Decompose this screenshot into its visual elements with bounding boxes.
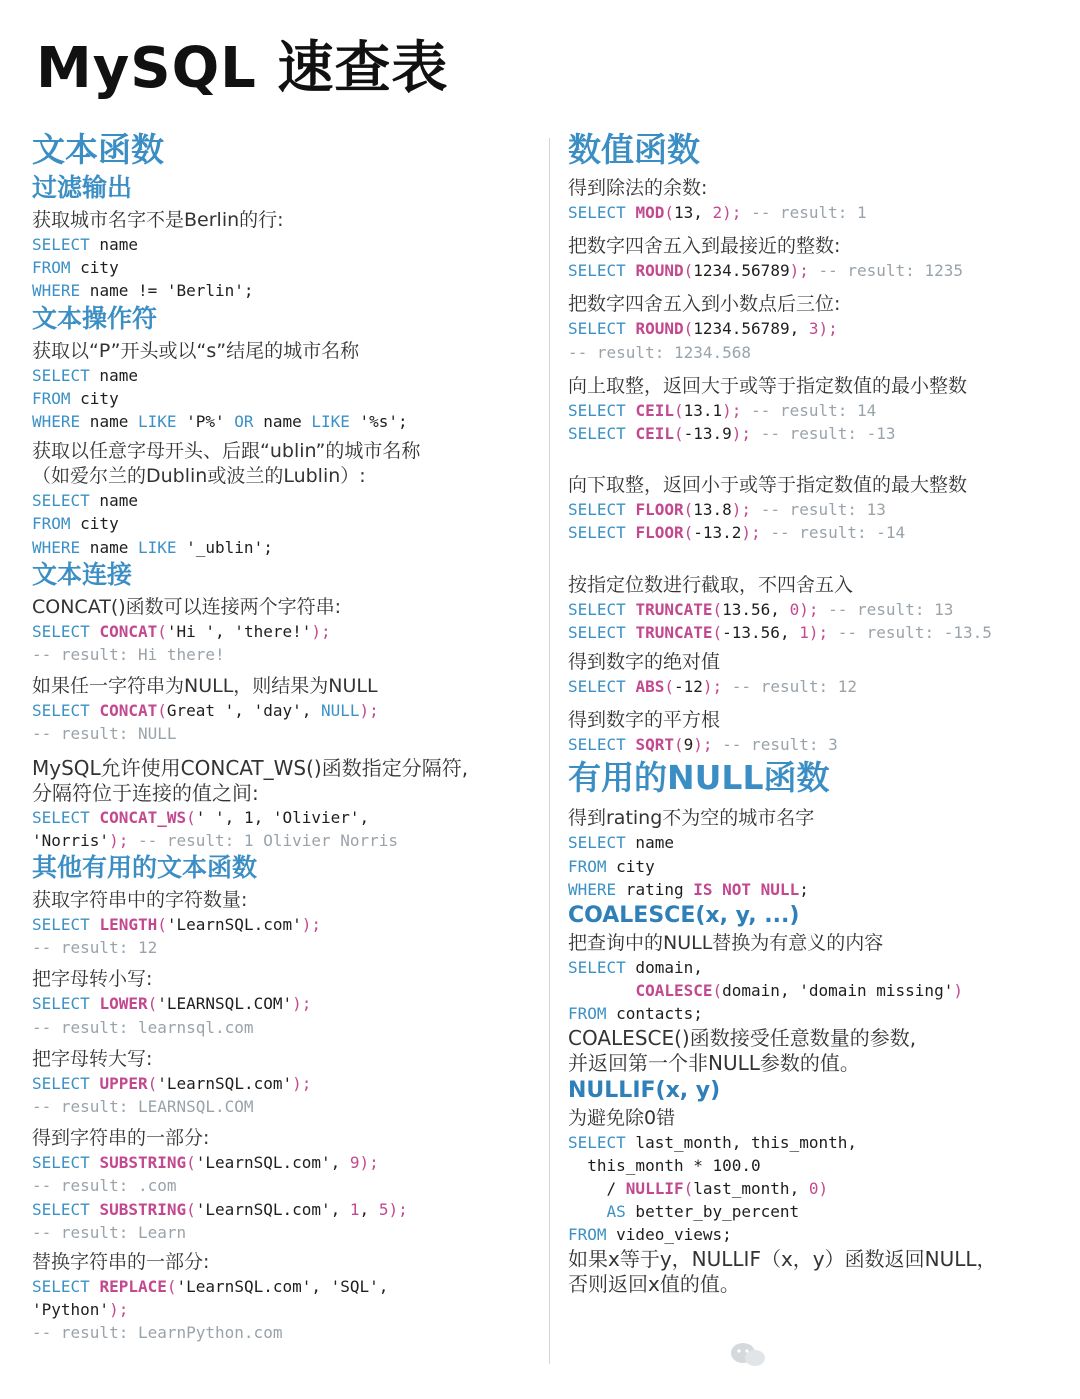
desc-coalesce: 把查询中的NULL替换为有意义的内容 — [568, 932, 884, 955]
desc-sqrt: 得到数字的平方根 — [568, 709, 721, 732]
code-replace: SELECT REPLACE('LearnSQL.com', 'SQL', 'Python'); -- result: LearnPython.com — [32, 1277, 389, 1343]
code-operators-2: SELECT name FROM city WHERE name LIKE '_ublin'; — [32, 491, 273, 557]
code-ceil: SELECT CEIL(13.1); -- result: 14 SELECT CEIL(-13.9); -- result: -13 — [568, 400, 896, 444]
code-round-int: SELECT ROUND(1234.56789); -- result: 1235 — [568, 261, 963, 281]
code-upper: SELECT UPPER('LearnSQL.com'); -- result: LEARNSQL.COM — [32, 1073, 312, 1117]
code-abs: SELECT ABS(-12); -- result: 12 — [568, 677, 858, 697]
desc-lower: 把字母转小写: — [32, 968, 153, 991]
desc-mod: 得到除法的余数: — [568, 177, 708, 199]
desc-concat-2: 如果任一字符串为NULL，则结果为NULL — [32, 675, 378, 698]
desc-coalesce-3: 并返回第一个非NULL参数的值。 — [568, 1050, 860, 1075]
desc-operators-1: 获取以“P”开头或以“s”结尾的城市名称 — [32, 339, 360, 362]
code-filter: SELECT name FROM city WHERE name != 'Berlin'; — [32, 235, 254, 301]
desc-abs: 得到数字的绝对值 — [568, 651, 721, 674]
desc-upper: 把字母转大写: — [32, 1047, 153, 1070]
code-nullif: SELECT last_month, this_month, this_month * 100.0 / NULLIF(last_month, 0) AS better_by_percent FROM video_views; — [568, 1132, 857, 1245]
desc-nullif: 为避免除0错 — [568, 1106, 676, 1129]
heading-operators: 文本操作符 — [32, 303, 158, 333]
desc-operators-2: 获取以任意字母开头、后跟“ublin”的城市名称 — [32, 440, 421, 463]
code-concat-3: SELECT CONCAT_WS(' ', 1, 'Olivier', 'Norris'); -- result: 1 Olivier Norris — [32, 807, 399, 850]
desc-ceil: 向上取整，返回大于或等于指定数值的最小整数 — [568, 374, 968, 397]
desc-concat-1: CONCAT()函数可以连接两个字符串: — [32, 595, 342, 618]
desc-round-3: 把数字四舍五入到小数点后三位: — [568, 293, 841, 316]
desc-truncate: 按指定位数进行截取，不四舍五入 — [568, 573, 854, 596]
heading-filter: 过滤输出 — [32, 173, 133, 202]
section-text-functions: 文本函数 — [32, 130, 164, 169]
desc-coalesce-2: COALESCE()函数接受任意数量的参数, — [568, 1025, 917, 1050]
code-floor: SELECT FLOOR(13.8); -- result: 13 SELECT FLOOR(-13.2); -- result: -14 — [568, 500, 906, 543]
heading-coalesce: COALESCE(x, y, ...) — [568, 903, 800, 929]
desc-length: 获取字符串中的字符数量: — [32, 889, 248, 912]
code-lower: SELECT LOWER('LEARNSQL.COM'); -- result: learnsql.com — [32, 994, 312, 1037]
code-sqrt: SELECT SQRT(9); -- result: 3 — [568, 735, 838, 755]
desc-floor: 向下取整，返回小于或等于指定数值的最大整数 — [568, 474, 968, 497]
desc-round-int: 把数字四舍五入到最接近的整数: — [568, 235, 841, 258]
wechat-watermark-icon — [728, 1340, 768, 1370]
heading-nullif: NULLIF(x, y) — [568, 1077, 721, 1103]
code-round-3: SELECT ROUND(1234.56789, 3); -- result: 1234.568 — [568, 319, 838, 362]
code-substring: SELECT SUBSTRING('LearnSQL.com', 9); -- result: .com SELECT SUBSTRING('LearnSQL.com', 1, 5); -- result: Learn — [32, 1153, 408, 1242]
desc-replace: 替换字符串的一部分: — [32, 1251, 210, 1274]
desc-concat-4: 分隔符位于连接的值之间: — [32, 780, 259, 805]
right-column — [568, 128, 1068, 1297]
column-divider — [549, 138, 550, 1364]
heading-other-text-functions: 其他有用的文本函数 — [32, 853, 258, 883]
desc-nullif-3: 否则返回x值的值。 — [568, 1271, 740, 1296]
code-truncate: SELECT TRUNCATE(13.56, 0); -- result: 13 SELECT TRUNCATE(-13.56, 1); -- result: -13.5 — [568, 599, 992, 642]
section-numeric-functions: 数值函数 — [568, 130, 700, 169]
page-title: MySQL 速查表 — [36, 36, 449, 101]
section-null-functions: 有用的NULL函数 — [568, 758, 830, 798]
code-concat-2: SELECT CONCAT(Great ', 'day', NULL); -- result: NULL — [32, 701, 379, 744]
code-concat-1: SELECT CONCAT('Hi ', 'there!'); -- result: Hi there! — [32, 621, 331, 665]
heading-concat: 文本连接 — [32, 559, 133, 589]
desc-not-null: 得到rating不为空的城市名字 — [568, 807, 815, 830]
desc-nullif-2: 如果x等于y，NULLIF（x，y）函数返回NULL， — [568, 1246, 997, 1271]
desc-substring: 得到字符串的一部分: — [32, 1127, 210, 1150]
code-not-null: SELECT name FROM city WHERE rating IS NOT NULL; — [568, 833, 809, 899]
desc-filter: 获取城市名字不是Berlin的行: — [32, 209, 284, 231]
code-mod: SELECT MOD(13, 2); -- result: 1 — [568, 203, 867, 222]
code-coalesce: SELECT domain, COALESCE(domain, 'domain missing') FROM contacts; — [568, 958, 963, 1024]
code-operators-1: SELECT name FROM city WHERE name LIKE 'P%' OR name LIKE '%s'; — [32, 365, 408, 432]
desc-operators-3: （如爱尔兰的Dublin或波兰的Lublin）: — [32, 465, 366, 488]
desc-concat-3: MySQL允许使用CONCAT_WS()函数指定分隔符, — [32, 755, 469, 780]
code-length: SELECT LENGTH('LearnSQL.com'); -- result: 12 — [32, 915, 321, 958]
left-column — [32, 128, 542, 1345]
